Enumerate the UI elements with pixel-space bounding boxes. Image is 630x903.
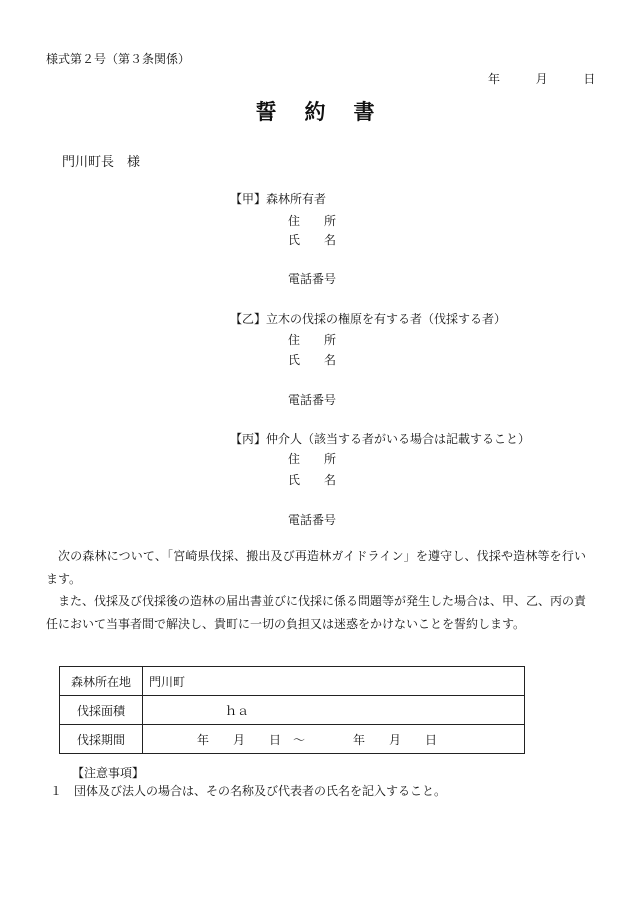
- body-text: [46, 545, 586, 635]
- name-label: 氏 名: [288, 353, 337, 367]
- phone-label: 電話番号: [288, 393, 337, 407]
- address-label: 住 所: [288, 214, 337, 228]
- document-title: 誓 約 書: [255, 99, 375, 124]
- date-line: [488, 70, 595, 87]
- notes-heading: 【注意事項】: [72, 766, 145, 780]
- address-label: 住 所: [288, 452, 337, 466]
- party-role: 【丙】仲介人（該当する者がいる場合は記載すること）: [230, 432, 531, 446]
- body-paragraph: また、伐採及び伐採後の造林の届出書並びに伐採に係る問題等が発生した場合は、甲、乙、丙の責任において当事者間で解決し、貴町に一切の負担又は迷惑をかけないことを誓約します。: [46, 594, 587, 631]
- forest-info-table: [59, 666, 525, 754]
- address-label: 住 所: [288, 333, 337, 347]
- date-day: 日: [583, 72, 596, 86]
- party-role: 【乙】立木の伐採の権原を有する者（伐採する者）: [230, 312, 507, 326]
- note-item: １ 団体及び法人の場合は、その名称及び代表者の氏名を記入すること。: [50, 784, 447, 798]
- table-row: [60, 667, 525, 696]
- party-role: 【甲】森林所有者: [230, 192, 327, 206]
- form-number: 様式第２号（第３条関係）: [46, 52, 191, 66]
- location-label: 森林所在地: [60, 667, 143, 696]
- table-row: [60, 696, 525, 725]
- period-label: 伐採期間: [60, 725, 143, 754]
- area-label: 伐採面積: [60, 696, 143, 725]
- date-month: 月: [535, 72, 548, 86]
- phone-label: 電話番号: [288, 272, 337, 286]
- date-year: 年: [488, 72, 501, 86]
- area-value: [143, 696, 525, 725]
- area-unit: ｈａ: [225, 703, 250, 718]
- period-value: 年 月 日 ～ 年 月 日: [143, 725, 525, 754]
- recipient: 門川町長 様: [62, 155, 141, 170]
- body-paragraph: 次の森林について、「宮崎県伐採、搬出及び再造林ガイドライン」を遵守し、伐採や造林等を行います。: [46, 549, 586, 586]
- table-row: [60, 725, 525, 754]
- name-label: 氏 名: [288, 233, 337, 247]
- phone-label: 電話番号: [288, 513, 337, 527]
- location-value: 門川町: [143, 667, 525, 696]
- name-label: 氏 名: [288, 473, 337, 487]
